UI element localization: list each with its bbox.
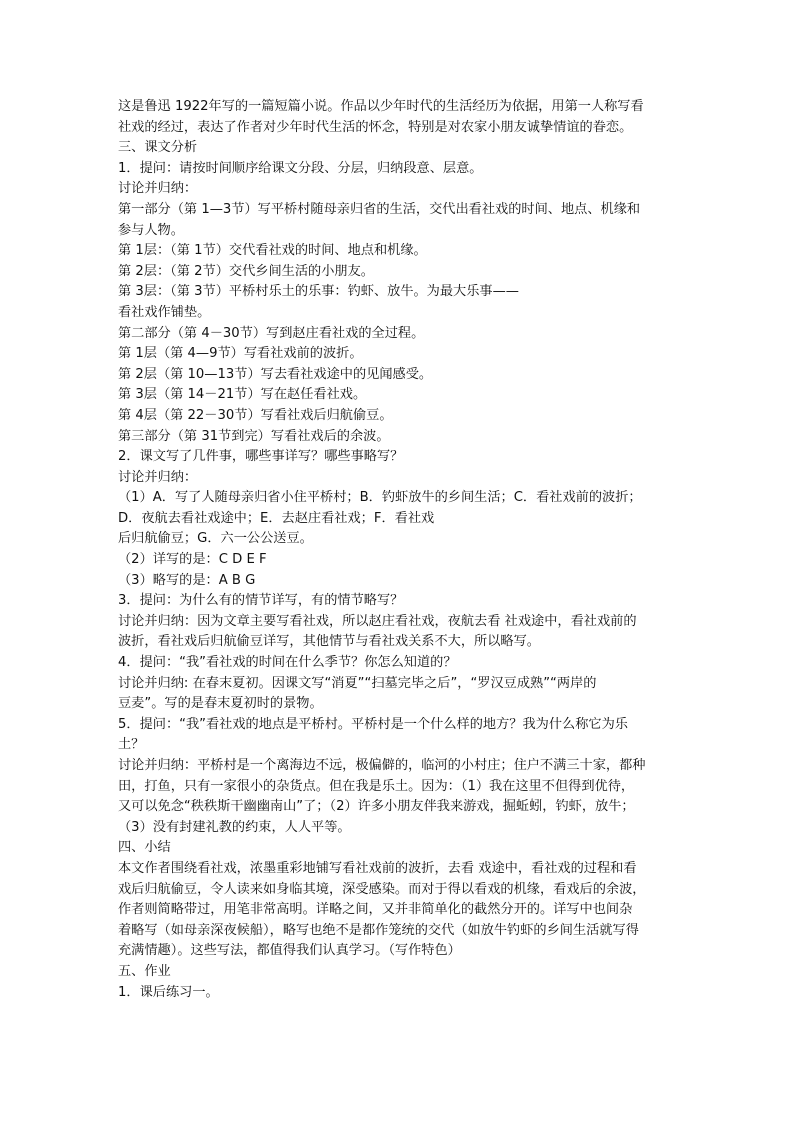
text-line: 看社戏作铺垫。 <box>118 304 211 320</box>
text-line: D．夜航去看社戏途中；E．去赵庄看社戏；F．看社戏 <box>118 510 435 526</box>
text-line: 本文作者围绕看社戏，浓墨重彩地铺写看社戏前的波折，去看 戏途中，看社戏的过程和看 <box>118 860 637 876</box>
text-line: 第二部分（第 4－30节）写到赵庄看社戏的全过程。 <box>118 325 425 341</box>
text-line: 讨论并归纳：平桥村是一个离海边不远，极偏僻的，临河的小村庄；住户不满三十家，都种 <box>118 758 646 773</box>
text-line: 波折，看社戏后归航偷豆详写，其他情节与看社戏关系不大，所以略写。 <box>118 634 540 650</box>
text-line: （1）A．写了人随母亲归省小住平桥村；B．钓虾放牛的乡间生活；C．看社戏前的波折； <box>118 490 642 506</box>
text-line: （2）详写的是：C D E F <box>118 552 267 568</box>
document-body <box>118 97 678 1003</box>
text-line: 第 3层：（第 3节）平桥村乐土的乐事：钓虾、放牛。为最大乐事—— <box>118 284 519 300</box>
text-line: 讨论并归纳： <box>118 469 198 485</box>
text-line: 作者则简略带过，用笔非常高明。详略之间，又并非简单化的截然分开的。详写中也间杂 <box>118 902 633 918</box>
text-line: 参与人物。 <box>118 222 184 238</box>
section-heading: 五、作业 <box>118 963 171 979</box>
text-line: 第 1层：（第 1节）交代看社戏的时间、地点和机缘。 <box>118 243 427 259</box>
text-line: 田，打鱼，只有一家很小的杂货点。但在我是乐土。因为：（1）我在这里不但得到优待， <box>118 778 635 794</box>
text-line: （3）略写的是：A B G <box>118 572 256 588</box>
text-line: 豆麦”。写的是春末夏初时的景物。 <box>118 696 323 712</box>
text-line: 4．提问：“我”看社戏的时间在什么季节？你怎么知道的？ <box>118 655 457 671</box>
text-line: 社戏的经过，表达了作者对少年时代生活的怀念，特别是对农家小朋友诚挚情谊的眷恋。 <box>118 119 633 135</box>
text-line: 3．提问：为什么有的情节详写，有的情节略写？ <box>118 593 404 609</box>
text-line: 1．提问：请按时间顺序给课文分段、分层，归纳段意、层意。 <box>118 160 483 176</box>
text-line: 充满情趣）。这些写法，都值得我们认真学习。（写作特色） <box>118 943 461 959</box>
text-line: 这是鲁迅 1922年写的一篇短篇小说。作品以少年时代的生活经历为依据，用第一人称写看 <box>118 99 644 114</box>
text-line: 后归航偷豆；G．六一公公送豆。 <box>118 531 313 547</box>
text-line: 第一部分（第 1—3节）写平桥村随母亲归省的生活，交代出看社戏的时间、地点、机缘和 <box>118 201 641 217</box>
text-line: 土？ <box>118 737 145 753</box>
text-line: 着略写（如母亲深夜候船），略写也绝不是都作笼统的交代（如放牛钓虾的乡间生活就写得 <box>118 922 639 938</box>
text-line: 第 2层（第 10—13节）写去看社戏途中的见闻感受。 <box>118 366 433 382</box>
text-line: 第 3层（第 14－21节）写在赵任看社戏。 <box>118 387 367 403</box>
text-line: 讨论并归纳： <box>118 181 198 197</box>
section-heading: 四、小结 <box>118 840 171 856</box>
text-line: 讨论并归纳: 在春末夏初。因课文写“消夏”“扫墓完毕之后”，“罗汉豆成熟”“两岸的 <box>118 675 597 691</box>
section-heading: 三、课文分析 <box>118 140 198 156</box>
text-line: 5．提问：“我”看社戏的地点是平桥村。平桥村是一个什么样的地方？我为什么称它为乐 <box>118 716 628 732</box>
text-line: 1．课后练习一。 <box>118 984 219 1000</box>
text-line: 又可以免念“秩秩斯干幽幽南山”了；（2）许多小朋友伴我来游戏，掘蚯蚓，钓虾，放牛； <box>118 799 635 815</box>
text-line: 第 2层：（第 2节）交代乡间生活的小朋友。 <box>118 263 374 279</box>
text-line: 第三部分（第 31节到完）写看社戏后的余波。 <box>118 428 390 444</box>
text-line: 2．课文写了几件事，哪些事详写？哪些事略写？ <box>118 449 404 465</box>
text-line: （3）没有封建礼教的约束，人人平等。 <box>118 819 351 835</box>
text-line: 讨论并归纳：因为文章主要写看社戏，所以赵庄看社戏，夜航去看 社戏途中，看社戏前的 <box>118 613 637 629</box>
text-line: 戏后归航偷豆，令人读来如身临其境，深受感染。而对于得以看戏的机缘，看戏后的余波， <box>118 881 646 897</box>
text-line: 第 4层（第 22－30节）写看社戏后归航偷豆。 <box>118 407 393 423</box>
text-line: 第 1层（第 4—9节）写看社戏前的波折。 <box>118 346 363 362</box>
